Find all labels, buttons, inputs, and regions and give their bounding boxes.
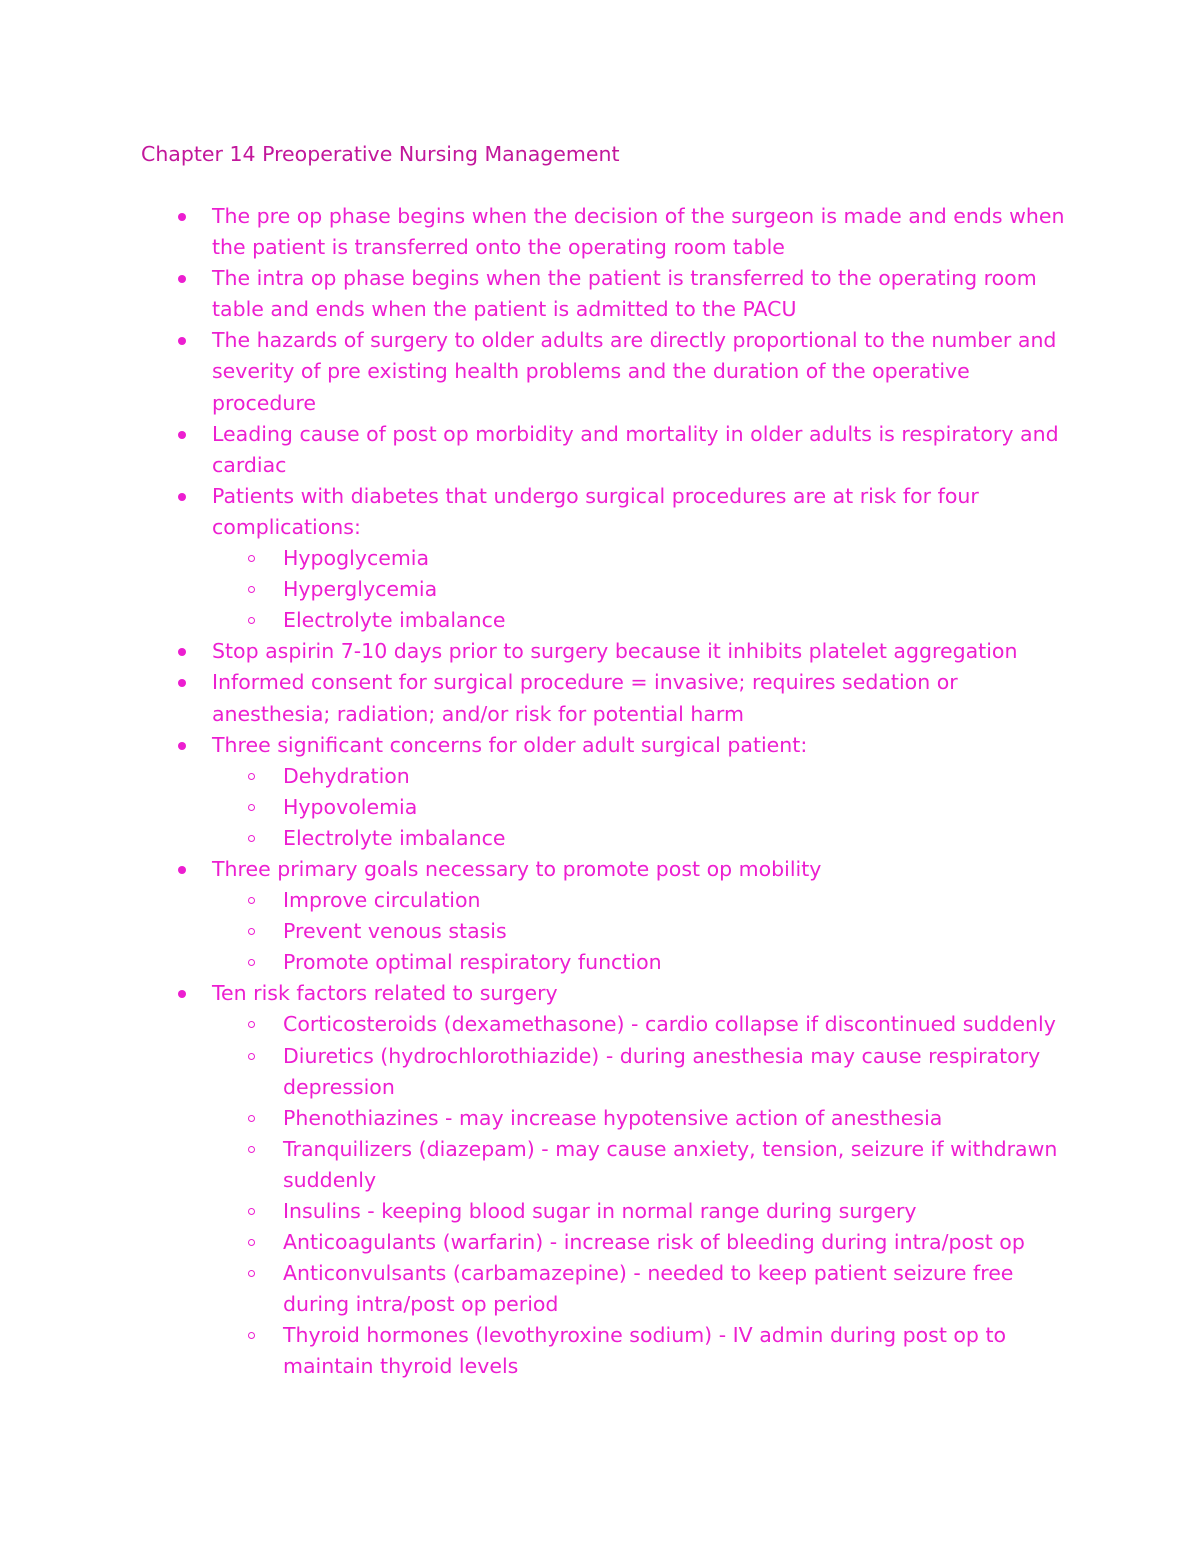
sub-list-item — [0, 1196, 1070, 1227]
bullet-list — [0, 201, 1200, 1383]
sub-list-item — [0, 947, 1070, 978]
bullet-dot-icon — [178, 990, 186, 998]
list-item — [0, 419, 1200, 481]
sub-list-item — [0, 761, 1070, 792]
sub-list-item-text: Thyroid hormones (levothyroxine sodium) - IV admin during post op to maintain thyroid levels — [283, 1323, 1007, 1379]
list-item-text: The pre op phase begins when the decision of the surgeon is made and ends when the patient is transferred onto the operating room table — [212, 204, 1065, 260]
sub-list-item-text: Tranquilizers (diazepam) - may cause anxiety, tension, seizure if withdrawn suddenly — [283, 1136, 1058, 1192]
list-item — [0, 263, 1200, 325]
sub-list-item — [0, 574, 1070, 605]
list-item-text: The intra op phase begins when the patient is transferred to the operating room table and ends when the patient is admitted to the PACU — [212, 266, 1037, 322]
list-item-text: Three primary goals necessary to promote post op mobility — [212, 856, 822, 881]
list-item-text: Patients with diabetes that undergo surgical procedures are at risk for four complications: — [212, 483, 979, 539]
sub-list-item-text: Electrolyte imbalance — [283, 608, 506, 633]
sub-list-item — [0, 1320, 1070, 1382]
sub-list-item-text: Promote optimal respiratory function — [283, 950, 662, 975]
bullet-circle-icon — [248, 555, 255, 562]
bullet-circle-icon — [248, 1239, 255, 1246]
list-item — [0, 730, 1200, 854]
sub-list-item-text: Electrolyte imbalance — [283, 825, 506, 850]
list-item-text: Ten risk factors related to surgery — [212, 981, 558, 1006]
sub-list-item-text: Hypovolemia — [283, 794, 418, 819]
sub-list-item-text: Insulins - keeping blood sugar in normal range during surgery — [283, 1199, 917, 1223]
sub-list-item-text: Hypoglycemia — [283, 546, 430, 571]
bullet-circle-icon — [248, 928, 255, 935]
bullet-circle-icon — [248, 959, 255, 966]
sub-list — [212, 543, 1070, 636]
sub-list-item — [0, 605, 1070, 636]
bullet-dot-icon — [178, 742, 186, 750]
bullet-circle-icon — [248, 1115, 255, 1122]
bullet-dot-icon — [178, 431, 186, 439]
bullet-circle-icon — [248, 617, 255, 624]
sub-list — [212, 1009, 1070, 1382]
sub-list-item — [0, 1227, 1070, 1258]
bullet-dot-icon — [178, 866, 186, 874]
list-item — [0, 978, 1200, 1382]
sub-list-item — [0, 1041, 1070, 1103]
sub-list-item — [0, 823, 1070, 854]
bullet-dot-icon — [178, 679, 186, 687]
list-item-text: Informed consent for surgical procedure = invasive; requires sedation or anesthesia; radiation; and/or risk for potential harm — [212, 670, 958, 726]
bullet-dot-icon — [178, 493, 186, 501]
sub-list-item-text: Anticoagulants (warfarin) - increase risk of bleeding during intra/post op — [283, 1230, 1025, 1255]
bullet-circle-icon — [248, 1053, 255, 1060]
sub-list-item-text: Diuretics (hydrochlorothiazide) - during anesthesia may cause respiratory depression — [283, 1043, 1041, 1099]
list-item — [0, 636, 1200, 667]
bullet-dot-icon — [178, 213, 186, 221]
sub-list-item — [0, 1134, 1070, 1196]
bullet-circle-icon — [248, 1208, 255, 1215]
list-item-text: Three significant concerns for older adult surgical patient: — [212, 732, 808, 757]
list-item-text: Stop aspirin 7-10 days prior to surgery because it inhibits platelet aggregation — [212, 639, 1018, 664]
bullet-circle-icon — [248, 897, 255, 904]
sub-list-item-text: Improve circulation — [283, 888, 481, 913]
list-item-text: Leading cause of post op morbidity and mortality in older adults is respiratory and cardiac — [212, 421, 1059, 477]
document-title: Chapter 14 Preoperative Nursing Management — [141, 142, 620, 166]
list-item — [0, 201, 1200, 263]
list-item — [0, 481, 1200, 636]
bullet-circle-icon — [248, 1146, 255, 1153]
sub-list-item-text: Prevent venous stasis — [283, 919, 507, 944]
sub-list-item — [0, 792, 1070, 823]
sub-list-item-text: Corticosteroids (dexamethasone) - cardio collapse if discontinued suddenly — [283, 1012, 1056, 1037]
bullet-dot-icon — [178, 275, 186, 283]
sub-list — [212, 761, 1070, 854]
sub-list-item — [0, 1009, 1070, 1040]
sub-list-item — [0, 1258, 1070, 1320]
list-item-text: The hazards of surgery to older adults are directly proportional to the number and severity of pre existing health problems and the duration of the operative procedure — [212, 328, 1057, 415]
bullet-circle-icon — [248, 804, 255, 811]
bullet-circle-icon — [248, 835, 255, 842]
sub-list-item — [0, 885, 1070, 916]
sub-list-item-text: Hyperglycemia — [283, 577, 438, 602]
bullet-dot-icon — [178, 648, 186, 656]
list-item — [0, 325, 1200, 418]
bullet-circle-icon — [248, 1332, 255, 1339]
bullet-circle-icon — [248, 773, 255, 780]
sub-list-item — [0, 1103, 1070, 1134]
sub-list-item-text: Dehydration — [283, 763, 410, 788]
sub-list-item-text: Phenothiazines - may increase hypotensive action of anesthesia — [283, 1105, 943, 1130]
bullet-circle-icon — [248, 1021, 255, 1028]
list-item — [0, 854, 1200, 978]
bullet-circle-icon — [248, 586, 255, 593]
sub-list-item — [0, 916, 1070, 947]
list-item — [0, 667, 1200, 729]
sub-list — [212, 885, 1070, 978]
bullet-dot-icon — [178, 337, 186, 345]
sub-list-item — [0, 543, 1070, 574]
bullet-circle-icon — [248, 1270, 255, 1277]
sub-list-item-text: Anticonvulsants (carbamazepine) - needed to keep patient seizure free during intra/post op period — [283, 1261, 1014, 1317]
